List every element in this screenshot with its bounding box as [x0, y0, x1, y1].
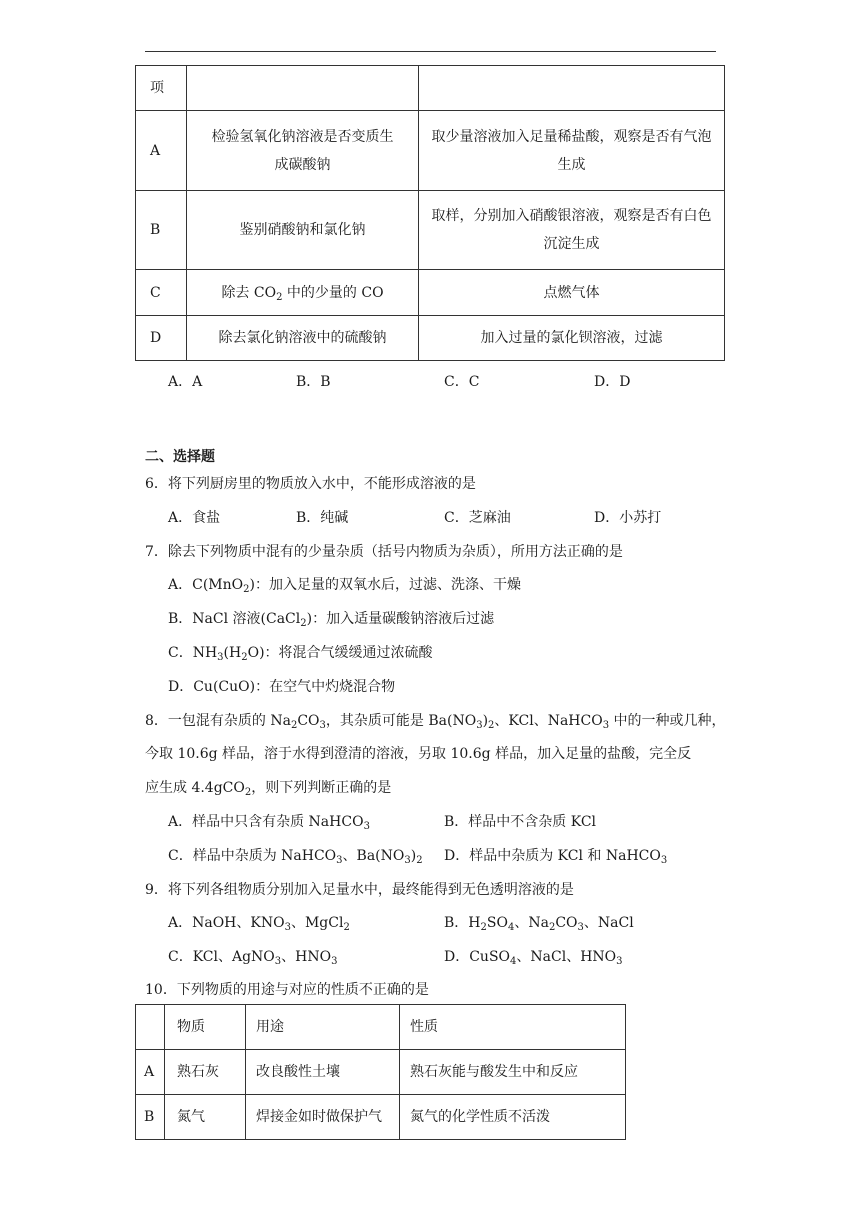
q5-options-table: [135, 65, 725, 361]
table-cell: 取样，分别加入硝酸银溶液，观察是否有白色 沉淀生成: [419, 191, 725, 270]
table-row: [136, 316, 725, 361]
q10-stem: 10．下列物质的用途与对应的性质不正确的是: [145, 982, 429, 998]
table-cell: 点燃气体: [419, 270, 725, 316]
table-row: [136, 66, 725, 111]
section-title: 二、选择题: [145, 449, 215, 465]
q6-stem: 6．将下列厨房里的物质放入水中，不能形成溶液的是: [145, 476, 476, 492]
table-cell: [187, 66, 419, 111]
q8-stem-line2: 今取 10.6g 样品，溶于水得到澄清的溶液，另取 10.6g 样品，加入足量的盐酸，完全反: [145, 746, 692, 762]
q9-option-c[interactable]: C．KCl、AgNO$_3$、$HNO_3$: [168, 949, 338, 967]
table-cell: [136, 1005, 165, 1050]
table-cell: B: [136, 1095, 165, 1140]
q5-option-c[interactable]: C．C: [444, 374, 480, 390]
q6-option-a[interactable]: A．食盐: [168, 510, 221, 526]
table-cell: 用途: [246, 1005, 400, 1050]
table-cell: 氮气: [165, 1095, 246, 1140]
q7-option-a[interactable]: A．C(MnO$_2$)：加入足量的双氧水后，过滤、洗涤、干燥: [168, 577, 521, 595]
table-cell: 取少量溶液加入足量稀盐酸，观察是否有气泡 生成: [419, 111, 725, 191]
table-cell: 检验氢氧化钠溶液是否变质生 成碳酸钠: [187, 111, 419, 191]
q9-stem: 9．将下列各组物质分别加入足量水中，最终能得到无色透明溶液的是: [145, 882, 574, 898]
table-cell: 项: [136, 66, 187, 111]
table-cell: 改良酸性土壤: [246, 1050, 400, 1095]
table-cell: D: [136, 316, 187, 361]
q5-option-a[interactable]: A．A: [168, 374, 203, 390]
q8-option-b[interactable]: B．样品中不含杂质 KCl: [444, 814, 597, 830]
table-row: [136, 1095, 626, 1140]
q8-option-a[interactable]: A．样品中只含有杂质 NaHCO$_3$: [168, 814, 370, 832]
q6-option-d[interactable]: D．小苏打: [594, 510, 662, 526]
table-row: [136, 270, 725, 316]
table-cell: 性质: [400, 1005, 626, 1050]
q7-stem: 7．除去下列物质中混有的少量杂质（括号内物质为杂质），所用方法正确的是: [145, 544, 623, 560]
table-row: [136, 191, 725, 270]
table-cell: [419, 66, 725, 111]
q9-option-a[interactable]: A．NaOH、$KNO_3$、MgCl$_2$: [168, 915, 350, 933]
table-cell: 熟石灰能与酸发生中和反应: [400, 1050, 626, 1095]
q7-option-b[interactable]: B．NaCl 溶液(CaCl$_2$)：加入适量碳酸钠溶液后过滤: [168, 611, 495, 629]
table-cell: A: [136, 111, 187, 191]
table-cell: C: [136, 270, 187, 316]
q8-stem-line1: 8．一包混有杂质的 $Na_2CO_3$，其杂质可能是 $Ba(NO_3)_2$、KCl、NaHCO$_3$ 中的一种或几种，: [145, 713, 726, 731]
q8-option-d[interactable]: D．样品中杂质为 KCl 和 NaHCO$_3$: [444, 848, 668, 866]
q6-option-c[interactable]: C．芝麻油: [444, 510, 511, 526]
q8-stem-line3: 应生成 4.4gCO$_2$，则下列判断正确的是: [145, 780, 392, 798]
q7-option-c[interactable]: C．$NH_3(H_2O)$：将混合气缓缓通过浓硫酸: [168, 645, 433, 663]
q6-option-b[interactable]: B．纯碱: [296, 510, 349, 526]
q8-option-c[interactable]: C．样品中杂质为 NaHCO$_3$、$Ba(NO_3)_2$: [168, 848, 423, 866]
q10-table: [135, 1004, 626, 1140]
table-header-row: [136, 1005, 626, 1050]
table-cell: 除去氯化钠溶液中的硫酸钠: [187, 316, 419, 361]
table-cell: 物质: [165, 1005, 246, 1050]
table-cell: 除去 $CO_2$ 中的少量的 CO: [187, 270, 419, 316]
table-cell: 加入过量的氯化钡溶液，过滤: [419, 316, 725, 361]
table-cell: 焊接金如时做保护气: [246, 1095, 400, 1140]
table-cell: A: [136, 1050, 165, 1095]
table-row: [136, 111, 725, 191]
q5-option-d[interactable]: D．D: [594, 374, 631, 390]
q9-option-d[interactable]: D．CuSO$_4$、NaCl、$HNO_3$: [444, 949, 623, 967]
table-cell: 氮气的化学性质不活泼: [400, 1095, 626, 1140]
table-row: [136, 1050, 626, 1095]
q9-option-b[interactable]: B．$H_2SO_4$、$Na_2CO_3$、NaCl: [444, 915, 634, 933]
table-cell: 熟石灰: [165, 1050, 246, 1095]
table-cell: B: [136, 191, 187, 270]
q7-option-d[interactable]: D．Cu(CuO)：在空气中灼烧混合物: [168, 679, 396, 695]
q5-option-b[interactable]: B．B: [296, 374, 331, 390]
table-cell: 鉴别硝酸钠和氯化钠: [187, 191, 419, 270]
page-header-rule: [145, 51, 716, 52]
